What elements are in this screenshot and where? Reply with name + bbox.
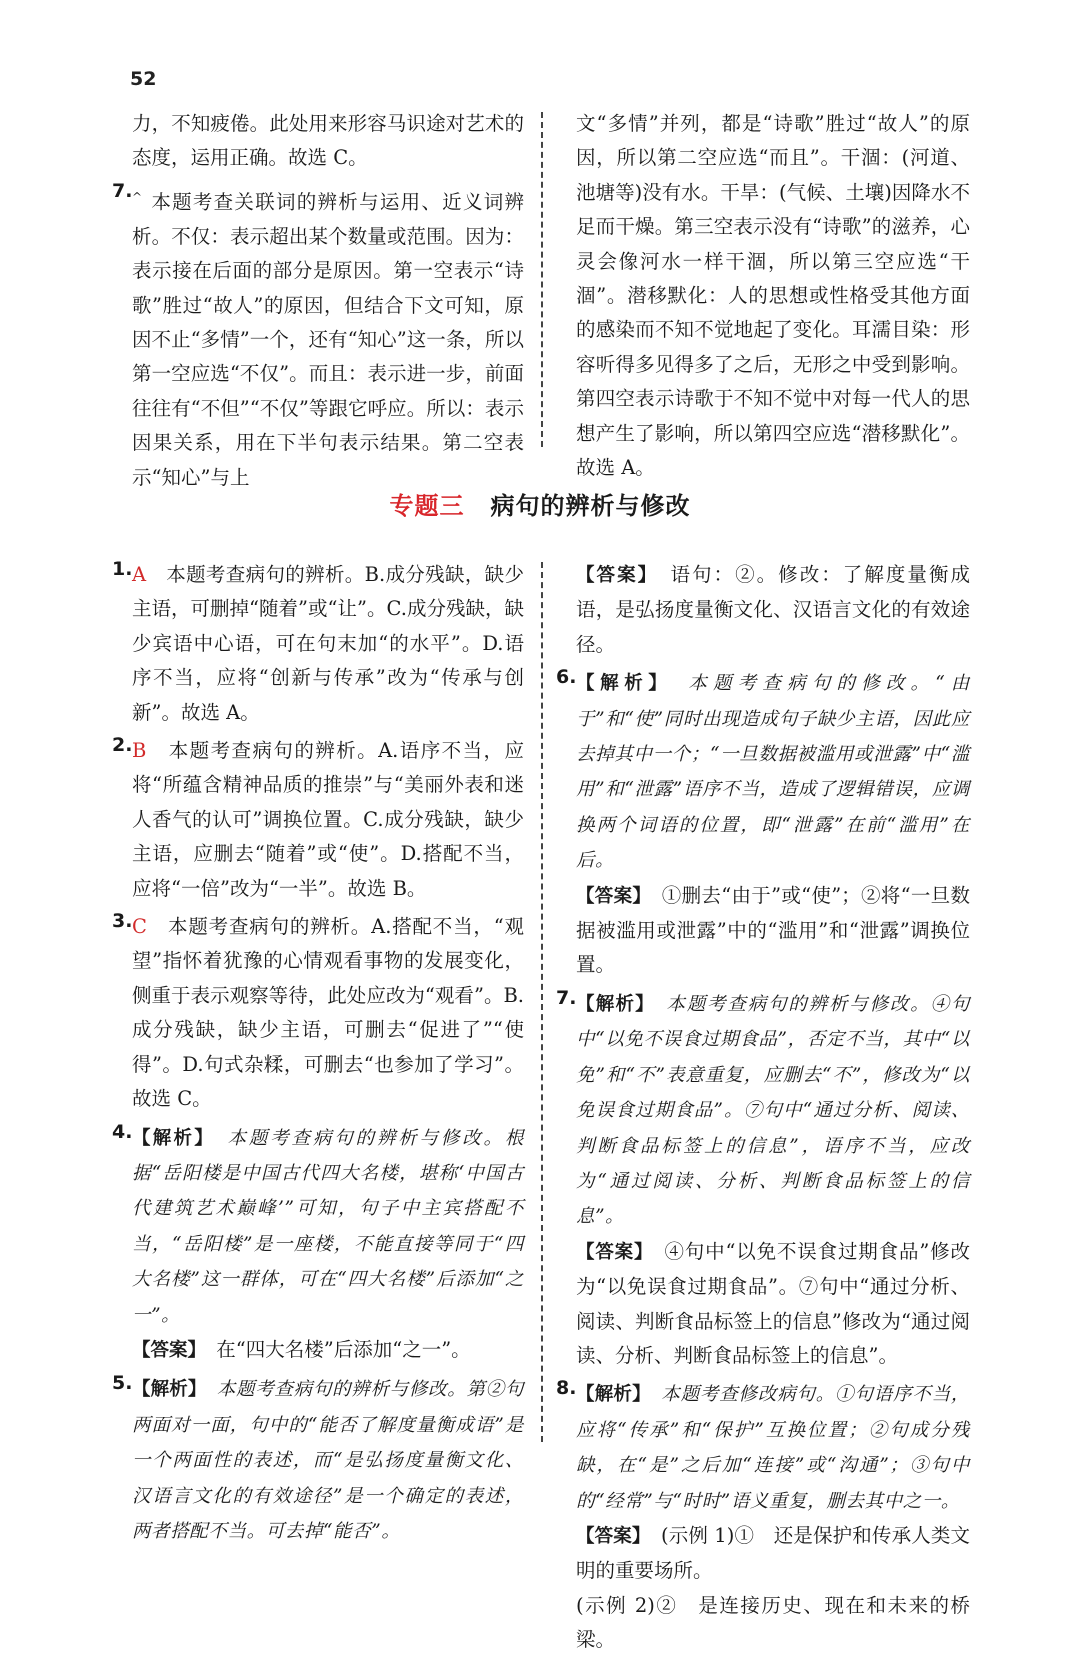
answer-letter: C — [132, 915, 147, 939]
explanation-text: 本题考查修改病句。①句语序不当，应将“传承”和“保护”互换位置；②句成分残缺，在“是”之后加“连接”或“沟通”；③句中的“经常”与“时时”语义重复，删去其中之一。 — [576, 1384, 970, 1512]
question-number: 7. — [112, 179, 133, 202]
analysis-tag: 【解析】 — [576, 673, 664, 695]
question-3 — [112, 910, 524, 1116]
answer-tag: 【答案】 — [132, 1339, 197, 1361]
bottom-left-column — [112, 558, 524, 1549]
explanation-text: 本题考查病句的辨析。A.搭配不当，“观望”指怀着犹豫的心情观看事物的发展变化，侧重于表示观察等待，此处应改为“观看”。B.成分残缺，缺少主语，可删去“促进了”“使得”。D.句式杂糅，可删去“也参加了学习”。故选 C。 — [132, 915, 524, 1111]
analysis-tag: 【解析】 — [576, 993, 646, 1015]
question-number: 3. — [112, 910, 133, 933]
analysis-tag: 【解析】 — [576, 1384, 642, 1406]
analysis-tag: 【解析】 — [132, 1379, 198, 1401]
answer-tag: 【答案】 — [576, 565, 649, 586]
explanation-text: 本题考查病句的辨析与修改。④句中“以免不误食过期食品”，否定不当，其中“以免”和“不”表意重复，应删去“不”，修改为“以免误食过期食品”。⑦句中“通过分析、阅读、判断食品标签上的信息”，语序不当，应改为“通过阅读、分析、判断食品标签上的信息”。 — [576, 993, 970, 1228]
question-4 — [112, 1121, 524, 1369]
continued-paragraph: 力，不知疲倦。此处用来形容马识途对艺术的态度，运用正确。故选 C。 — [132, 112, 524, 170]
section-name: 病句的辨析与修改 — [490, 492, 691, 520]
answer-mark: ^ — [132, 189, 143, 204]
question-2 — [112, 734, 524, 906]
explanation-text: 本题考查病句的辨析与修改。第②句两面对一面，句中的“能否了解度量衡成语”是一个两面性的表述，而“是弘扬度量衡文化、汉语言文化的有效途径”是一个确定的表述，两者搭配不当。可去掉“能否”。 — [132, 1379, 524, 1542]
answer-text: ①删去“由于”或“使”；②将“一旦数据被滥用或泄露”中的“滥用”和“泄露”调换位置。 — [576, 883, 970, 977]
question-1 — [112, 558, 524, 730]
explanation-text: 本题考查关联词的辨析与运用、近义词辨析。不仅：表示超出某个数量或范围。因为：表示接在后面的部分是原因。第一空表示“诗歌”胜过“故人”的原因，但结合下文可知，原因不止“多情”一个，还有“知心”这一条，所以第一空应选“不仅”。而且：表示进一步，前面往往有“不但”“不仅”等跟它呼应。所以：表示因果关系，用在下半句表示结果。第二空表示“知心”与上 — [132, 190, 524, 489]
explanation-text: 本题考查病句的辨析与修改。根据“岳阳楼是中国古代四大名楼，堪称‘中国古代建筑艺术巅峰’”可知，句子中主宾搭配不当，“岳阳楼”是一座楼，不能直接等同于“四大名楼”这一群体，可在“四大名楼”后添加“之一”。 — [132, 1127, 524, 1326]
answer-text: 语句：②。修改：了解度量衡成语，是弘扬度量衡文化、汉语言文化的有效途径。 — [576, 563, 970, 656]
answer-letter: B — [132, 739, 147, 763]
question-7 — [556, 987, 970, 1373]
answer-example-2: (示例 2)② 是连接历史、现在和未来的桥梁。 — [576, 1593, 970, 1652]
answer-tag: 【答案】 — [576, 1241, 645, 1263]
column-divider-bottom — [541, 562, 543, 1442]
question-number: 7. — [556, 986, 577, 1009]
question-5-answer — [556, 558, 970, 662]
question-number: 6. — [556, 666, 577, 689]
question-8 — [556, 1377, 970, 1657]
explanation-text: 本题考查病句的辨析。B.成分残缺，缺少主语，可删掉“随着”或“让”。C.成分残缺，缺少宾语中心语，可在句末加“的水平”。D.语序不当，应将“创新与传承”改为“传承与创新”。故选 A。 — [132, 563, 524, 724]
question-number: 1. — [112, 558, 133, 580]
bottom-right-column — [556, 558, 970, 1658]
answer-tag: 【答案】 — [576, 1525, 642, 1547]
answer-text: ④句中“以免不误食过期食品”修改为“以免误食过期食品”。⑦句中“通过分析、阅读、判断食品标签上的信息”修改为“通过阅读、分析、判断食品标签上的信息”。 — [576, 1239, 970, 1367]
section-title — [0, 486, 1080, 521]
answer-text: (示例 1)① 还是保护和传承人类文明的重要场所。 — [576, 1523, 970, 1583]
question-number: 5. — [112, 1372, 133, 1395]
page-number: 52 — [130, 68, 157, 90]
question-7-explanation — [112, 180, 524, 495]
answer-letter: A — [132, 563, 147, 586]
answer-text: 在“四大名楼”后添加“之一”。 — [216, 1337, 471, 1361]
explanation-text: 本题考查病句的辨析。A.语序不当，应将“所蕴含精神品质的推崇”与“美丽外表和迷人香气的认可”调换位置。C.成分残缺，缺少主语，应删去“随着”或“使”。D.搭配不当，应将“一倍”改为“一半”。故选 B。 — [132, 739, 524, 900]
column-divider-top — [541, 112, 543, 447]
explanation-text: 本题考查病句的修改。“由于”和“使”同时出现造成句子缺少主语，因此应去掉其中一个；“一旦数据被滥用或泄露”中“滥用”和“泄露”语序不当，造成了逻辑错误，应调换两个词语的位置，即“泄露”在前“滥用”在后。 — [576, 673, 970, 872]
question-5 — [112, 1372, 524, 1549]
continued-paragraph: 文“多情”并列，都是“诗歌”胜过“故人”的原因，所以第二空应选“而且”。干涸：(河道、池塘等)没有水。干旱：(气候、土壤)因降水不足而干燥。第三空表示没有“诗歌”的滋养，心灵会像河水一样干涸，所以第三空应选“干涸”。潜移默化：人的思想或性格受其他方面的感染而不知不觉地起了变化。耳濡目染：形容听得多见得多了之后，无形之中受到影响。第四空表示诗歌于不知不觉中对每一代人的思想产生了影响，所以第四空应选“潜移默化”。故选 A。 — [576, 112, 970, 480]
question-number: 4. — [112, 1120, 133, 1143]
question-6 — [556, 666, 970, 983]
answer-tag: 【答案】 — [576, 885, 642, 907]
analysis-tag: 【解析】 — [132, 1127, 206, 1149]
question-number: 2. — [112, 734, 133, 757]
top-left-column — [112, 107, 524, 495]
top-right-column — [576, 107, 970, 485]
section-label: 专题三 — [389, 492, 465, 520]
question-number: 8. — [556, 1377, 577, 1400]
